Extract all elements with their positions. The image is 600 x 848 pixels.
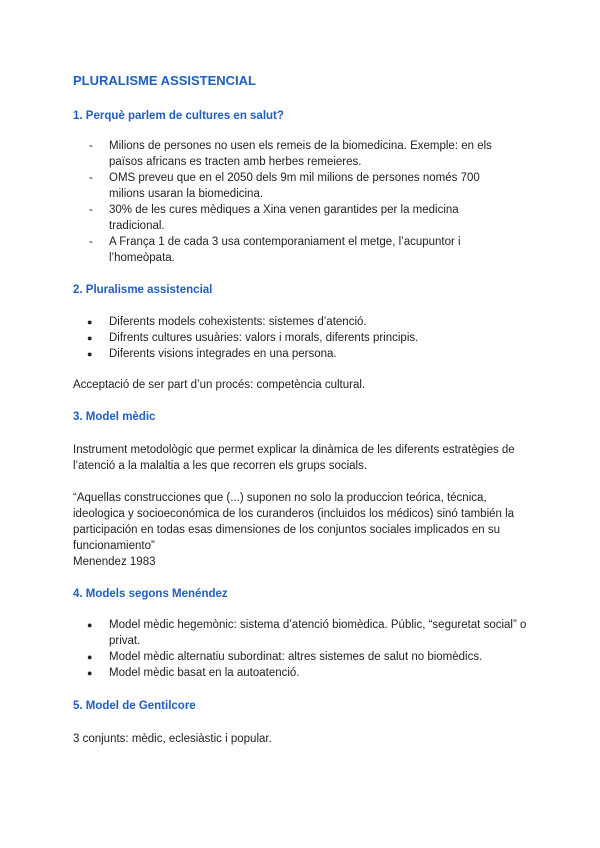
section-3-text: Instrument metodològic que permet explicar la dinàmica de les diferents estratègies de l’atenció a la malaltia a les que recorren els grups socials. [73, 444, 515, 472]
list-item: ● Model mèdic basat en la autoatenció. [73, 665, 529, 681]
section-5-heading: 5. Model de Gentilcore [73, 700, 196, 712]
section-3-heading: 3. Model mèdic [73, 411, 156, 423]
section-3-quote: “Aquellas construcciones que (...) suponen no solo la produccion teórica, técnica, ideologica y socioeconómica de los curanderos (incluidos los médicos) sinó también la participación en todas esas dimensiones de los conjuntos sociales implicados en su funcionamiento” [73, 492, 515, 552]
list-item: ● Model mèdic alternatiu subordinat: altres sistemes de salut no biomèdics. [73, 649, 529, 665]
page-title: PLURALISME ASSISTENCIAL [73, 73, 256, 88]
list-item: ● Diferents models cohexistents: sistemes d’atenció. [73, 314, 529, 330]
section-1-list [73, 138, 533, 266]
section-4-list [73, 617, 533, 681]
list-item: - 30% de les cures mèdiques a Xina venen garantides per la medicina tradicional. [73, 202, 509, 234]
list-item: ● Model mèdic hegemònic: sistema d’atenció biomèdica. Públic, “seguretat social” o privat. [73, 617, 529, 649]
section-2-list [73, 314, 533, 362]
list-item: - OMS preveu que en el 2050 dels 9m mil milions de persones només 700 milions usaran la biomedicina. [73, 170, 509, 202]
section-1-heading: 1. Perquè parlem de cultures en salut? [73, 110, 284, 122]
section-2-text: Acceptació de ser part d’un procés: competència cultural. [73, 379, 366, 391]
list-item: - Milions de persones no usen els remeis de la biomedicina. Exemple: en els països africans es tracten amb herbes remeieres. [73, 138, 509, 170]
section-3-citation: Menendez 1983 [73, 556, 156, 568]
section-4-heading: 4. Models segons Menéndez [73, 588, 228, 600]
section-2-heading: 2. Pluralisme assistencial [73, 284, 213, 296]
section-5-text: 3 conjunts: mèdic, eclesiàstic i popular. [73, 733, 272, 745]
list-item: ● Difrents cultures usuàries: valors i morals, diferents principis. [73, 330, 529, 346]
list-item: ● Diferents visions integrades en una persona. [73, 346, 529, 362]
list-item: - A França 1 de cada 3 usa contemporaniament el metge, l’acupuntor i l’homeòpata. [73, 234, 509, 266]
